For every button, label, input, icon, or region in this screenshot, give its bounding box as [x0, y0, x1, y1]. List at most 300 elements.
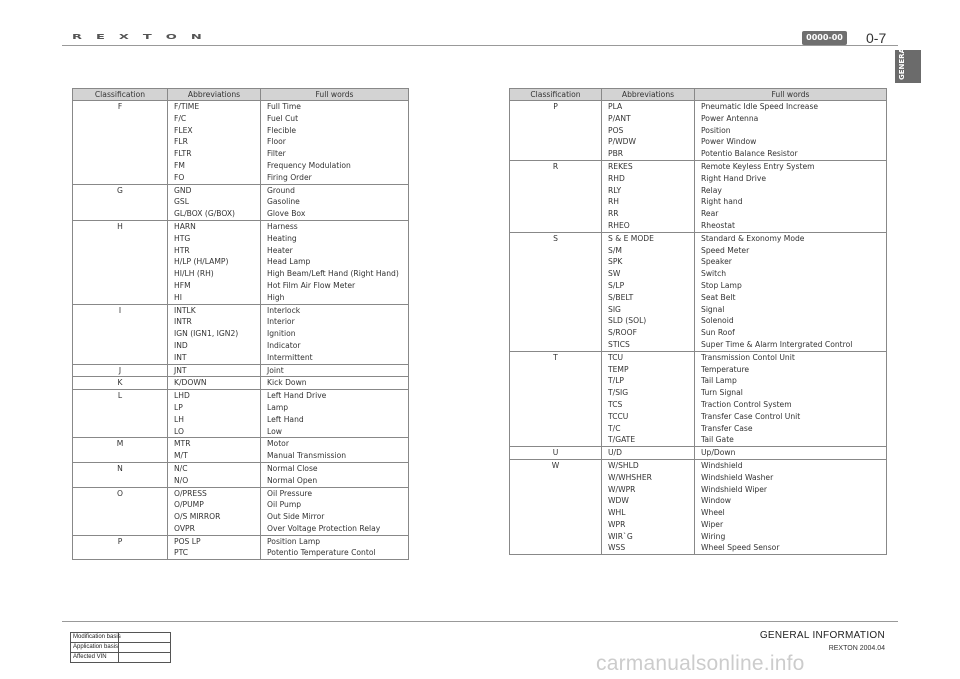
table-row [510, 125, 887, 137]
table-row [510, 484, 887, 496]
table-row [73, 184, 409, 196]
section-code-badge: 0000-00 [802, 31, 847, 45]
full-word-cell: Transfer Case [695, 423, 887, 435]
full-word-cell: Power Window [695, 136, 887, 148]
full-word-cell: Interlock [261, 304, 409, 316]
abbreviation-cell: FO [168, 172, 261, 184]
header-abbreviations: Abbreviations [168, 89, 261, 101]
abbreviation-cell: F/TIME [168, 101, 261, 113]
table-row [73, 148, 409, 160]
classification-cell: G [73, 184, 168, 196]
classification-cell [73, 268, 168, 280]
classification-cell [510, 542, 602, 554]
abbreviation-cell: WHL [602, 507, 695, 519]
full-word-cell: Oil Pump [261, 499, 409, 511]
full-word-cell: Ground [261, 184, 409, 196]
full-word-cell: Pneumatic Idle Speed Increase [695, 101, 887, 113]
table-row [510, 292, 887, 304]
table-row [510, 459, 887, 471]
full-word-cell: Right Hand Drive [695, 173, 887, 185]
full-word-cell: Normal Close [261, 462, 409, 474]
full-word-cell: Windshield [695, 459, 887, 471]
full-word-cell: Out Side Mirror [261, 511, 409, 523]
full-word-cell: Temperature [695, 364, 887, 376]
table-row [510, 113, 887, 125]
abbreviation-cell: S/LP [602, 280, 695, 292]
classification-cell [510, 280, 602, 292]
classification-cell [73, 245, 168, 257]
modification-basis-value [119, 633, 171, 643]
classification-cell: I [73, 304, 168, 316]
classification-cell [510, 531, 602, 543]
abbreviation-cell: IGN (IGN1, IGN2) [168, 328, 261, 340]
full-word-cell: Windshield Wiper [695, 484, 887, 496]
table-row [73, 340, 409, 352]
classification-cell: M [73, 438, 168, 450]
full-word-cell: Transfer Case Control Unit [695, 411, 887, 423]
table-row [510, 148, 887, 160]
table-row [510, 423, 887, 435]
full-word-cell: Indicator [261, 340, 409, 352]
classification-cell: O [73, 487, 168, 499]
abbreviation-cell: LH [168, 414, 261, 426]
full-word-cell: Heating [261, 233, 409, 245]
classification-cell [510, 411, 602, 423]
abbreviation-cell: HTG [168, 233, 261, 245]
classification-cell [510, 387, 602, 399]
classification-cell [73, 511, 168, 523]
classification-cell [73, 256, 168, 268]
abbreviation-cell: HI [168, 292, 261, 304]
classification-cell [73, 196, 168, 208]
classification-cell [510, 484, 602, 496]
classification-cell [510, 315, 602, 327]
abbreviation-cell: PBR [602, 148, 695, 160]
full-word-cell: Rheostat [695, 220, 887, 232]
abbreviation-cell: FM [168, 160, 261, 172]
classification-cell [510, 220, 602, 232]
classification-cell [510, 423, 602, 435]
abbreviation-cell: RLY [602, 185, 695, 197]
abbreviation-cell: U/D [602, 447, 695, 460]
full-word-cell: Flecible [261, 125, 409, 137]
table-row [510, 136, 887, 148]
classification-cell [510, 208, 602, 220]
classification-cell: H [73, 220, 168, 232]
abbreviation-cell: TCU [602, 351, 695, 363]
full-word-cell: Manual Transmission [261, 450, 409, 462]
table-row [510, 232, 887, 244]
classification-cell [510, 185, 602, 197]
abbreviation-cell: RHEO [602, 220, 695, 232]
classification-cell [73, 125, 168, 137]
abbreviation-cell: N/C [168, 462, 261, 474]
classification-cell [73, 148, 168, 160]
abbreviation-cell: T/C [602, 423, 695, 435]
table-row [73, 113, 409, 125]
full-word-cell: Intermittent [261, 352, 409, 364]
abbreviation-cell: O/PRESS [168, 487, 261, 499]
full-word-cell: Traction Control System [695, 399, 887, 411]
table-row [510, 472, 887, 484]
full-word-cell: Glove Box [261, 208, 409, 220]
classification-cell [510, 196, 602, 208]
full-word-cell: Transmission Contol Unit [695, 351, 887, 363]
classification-cell [510, 399, 602, 411]
abbreviation-cell: GSL [168, 196, 261, 208]
classification-cell [510, 327, 602, 339]
abbreviation-cell: M/T [168, 450, 261, 462]
classification-cell [73, 328, 168, 340]
table-row [73, 547, 409, 559]
table-row [510, 387, 887, 399]
table-row [510, 327, 887, 339]
full-word-cell: Motor [261, 438, 409, 450]
full-word-cell: Turn Signal [695, 387, 887, 399]
full-word-cell: Super Time & Alarm Intergrated Control [695, 339, 887, 351]
full-word-cell: Firing Order [261, 172, 409, 184]
classification-cell [510, 364, 602, 376]
classification-cell [510, 113, 602, 125]
abbreviation-cell: GND [168, 184, 261, 196]
table-row [73, 136, 409, 148]
full-word-cell: Interior [261, 316, 409, 328]
classification-cell [510, 519, 602, 531]
rexton-logo: REXTON [72, 33, 216, 42]
header-full-words: Full words [261, 89, 409, 101]
table-row [510, 208, 887, 220]
abbreviation-cell: TEMP [602, 364, 695, 376]
full-word-cell: Kick Down [261, 377, 409, 390]
full-word-cell: Windshield Washer [695, 472, 887, 484]
classification-cell [73, 208, 168, 220]
classification-cell [510, 125, 602, 137]
table-row [510, 364, 887, 376]
table-row [510, 339, 887, 351]
table-row [73, 304, 409, 316]
classification-cell [73, 547, 168, 559]
full-word-cell: Head Lamp [261, 256, 409, 268]
full-word-cell: Gasoline [261, 196, 409, 208]
abbreviation-cell: FLR [168, 136, 261, 148]
application-basis-label: Application basis [71, 643, 119, 653]
header-classification: Classification [73, 89, 168, 101]
table-row [73, 292, 409, 304]
classification-cell [73, 426, 168, 438]
abbreviation-cell: O/S MIRROR [168, 511, 261, 523]
full-word-cell: Power Antenna [695, 113, 887, 125]
abbreviation-cell: N/O [168, 475, 261, 487]
table-row [73, 450, 409, 462]
abbreviation-cell: P/ANT [602, 113, 695, 125]
classification-cell: R [510, 160, 602, 172]
table-row [73, 196, 409, 208]
classification-cell: P [510, 101, 602, 113]
classification-cell [510, 292, 602, 304]
table-row [510, 280, 887, 292]
classification-cell [73, 160, 168, 172]
classification-cell [510, 472, 602, 484]
full-word-cell: Left Hand Drive [261, 390, 409, 402]
header-abbreviations: Abbreviations [602, 89, 695, 101]
table-row [73, 364, 409, 377]
table-row [510, 399, 887, 411]
full-word-cell: Potentio Balance Resistor [695, 148, 887, 160]
table-row [73, 316, 409, 328]
abbreviation-cell: PLA [602, 101, 695, 113]
page-number: 0-7 [866, 30, 887, 46]
full-word-cell: Remote Keyless Entry System [695, 160, 887, 172]
footer-divider [62, 621, 898, 622]
classification-cell: N [73, 462, 168, 474]
full-word-cell: Filter [261, 148, 409, 160]
classification-cell: W [510, 459, 602, 471]
table-row [510, 495, 887, 507]
header-classification: Classification [510, 89, 602, 101]
abbreviation-cell: T/LP [602, 375, 695, 387]
abbreviation-cell: GL/BOX (G/BOX) [168, 208, 261, 220]
classification-cell [73, 352, 168, 364]
full-word-cell: Lamp [261, 402, 409, 414]
revision-info-box [70, 632, 171, 663]
table-header-row [73, 89, 409, 101]
full-word-cell: High [261, 292, 409, 304]
abbreviation-cell: STICS [602, 339, 695, 351]
abbreviation-cell: RR [602, 208, 695, 220]
classification-cell: J [73, 364, 168, 377]
full-word-cell: Left Hand [261, 414, 409, 426]
header-divider [62, 45, 898, 46]
classification-cell [510, 148, 602, 160]
table-row [73, 172, 409, 184]
full-word-cell: Fuel Cut [261, 113, 409, 125]
classification-cell [73, 475, 168, 487]
full-word-cell: Standard & Exonomy Mode [695, 232, 887, 244]
full-word-cell: Heater [261, 245, 409, 257]
abbreviation-cell: WDW [602, 495, 695, 507]
table-row [73, 125, 409, 137]
table-row [73, 233, 409, 245]
table-row [73, 523, 409, 535]
table-row [73, 256, 409, 268]
table-row [73, 220, 409, 232]
abbreviation-cell: OVPR [168, 523, 261, 535]
full-word-cell: Relay [695, 185, 887, 197]
classification-cell [73, 233, 168, 245]
table-row [73, 268, 409, 280]
abbreviation-cell: S/M [602, 245, 695, 257]
modification-basis-label: Modification basis [71, 633, 119, 643]
abbreviation-cell: POS LP [168, 535, 261, 547]
classification-cell [510, 268, 602, 280]
table-row [73, 475, 409, 487]
abbreviation-cell: S & E MODE [602, 232, 695, 244]
classification-cell: L [73, 390, 168, 402]
affected-vin-value [119, 653, 171, 663]
full-word-cell: Tail Gate [695, 434, 887, 446]
table-row [73, 160, 409, 172]
full-word-cell: Speaker [695, 256, 887, 268]
classification-cell [510, 339, 602, 351]
abbreviation-cell: SPK [602, 256, 695, 268]
full-word-cell: Wheel Speed Sensor [695, 542, 887, 554]
full-word-cell: Ignition [261, 328, 409, 340]
full-word-cell: Hot Film Air Flow Meter [261, 280, 409, 292]
footer-title: GENERAL INFORMATION [759, 630, 885, 641]
table-row [510, 411, 887, 423]
table-row [73, 352, 409, 364]
table-row [73, 328, 409, 340]
table-row [510, 268, 887, 280]
table-row [73, 245, 409, 257]
full-word-cell: Sun Roof [695, 327, 887, 339]
abbreviation-cell: FLEX [168, 125, 261, 137]
abbreviation-cell: LO [168, 426, 261, 438]
full-word-cell: Tail Lamp [695, 375, 887, 387]
application-basis-value [119, 643, 171, 653]
classification-cell [73, 402, 168, 414]
classification-cell: F [73, 101, 168, 113]
classification-cell [73, 523, 168, 535]
table-row [73, 101, 409, 113]
abbreviation-cell: P/WDW [602, 136, 695, 148]
table-row [510, 173, 887, 185]
header-full-words: Full words [695, 89, 887, 101]
full-word-cell: Solenoid [695, 315, 887, 327]
table-row [510, 160, 887, 172]
full-word-cell: Normal Open [261, 475, 409, 487]
abbreviation-cell: W/SHLD [602, 459, 695, 471]
classification-cell [73, 450, 168, 462]
table-row [510, 447, 887, 460]
full-word-cell: Stop Lamp [695, 280, 887, 292]
abbreviation-cell: REKES [602, 160, 695, 172]
abbreviation-cell: HI/LH (RH) [168, 268, 261, 280]
abbreviation-cell: FLTR [168, 148, 261, 160]
table-row [510, 375, 887, 387]
table-row [510, 531, 887, 543]
abbreviation-cell: SW [602, 268, 695, 280]
full-word-cell: Wheel [695, 507, 887, 519]
table-row [73, 535, 409, 547]
abbreviation-cell: JNT [168, 364, 261, 377]
abbreviation-cell: WPR [602, 519, 695, 531]
full-word-cell: Position Lamp [261, 535, 409, 547]
table-row [73, 402, 409, 414]
full-word-cell: Harness [261, 220, 409, 232]
full-word-cell: Rear [695, 208, 887, 220]
classification-cell [510, 173, 602, 185]
table-row [510, 256, 887, 268]
abbreviation-cell: RH [602, 196, 695, 208]
classification-cell: U [510, 447, 602, 460]
abbreviation-cell: T/GATE [602, 434, 695, 446]
full-word-cell: Floor [261, 136, 409, 148]
table-row [73, 390, 409, 402]
side-section-tab[interactable] [895, 43, 921, 83]
classification-cell [73, 340, 168, 352]
classification-cell [510, 434, 602, 446]
full-word-cell: Seat Belt [695, 292, 887, 304]
classification-cell [73, 280, 168, 292]
full-word-cell: Window [695, 495, 887, 507]
full-word-cell: Oil Pressure [261, 487, 409, 499]
abbreviation-cell: S/BELT [602, 292, 695, 304]
full-word-cell: Up/Down [695, 447, 887, 460]
abbreviation-cell: TCCU [602, 411, 695, 423]
abbreviation-cell: WSS [602, 542, 695, 554]
abbreviation-cell: TCS [602, 399, 695, 411]
full-word-cell: Joint [261, 364, 409, 377]
classification-cell [73, 316, 168, 328]
classification-cell [73, 172, 168, 184]
classification-cell: S [510, 232, 602, 244]
abbreviation-cell: HFM [168, 280, 261, 292]
full-word-cell: Wiper [695, 519, 887, 531]
classification-cell [510, 507, 602, 519]
abbreviation-cell: W/WHSHER [602, 472, 695, 484]
full-word-cell: Speed Meter [695, 245, 887, 257]
classification-cell: K [73, 377, 168, 390]
abbreviation-cell: INTLK [168, 304, 261, 316]
abbreviation-cell: HTR [168, 245, 261, 257]
table-row [73, 487, 409, 499]
table-row [510, 220, 887, 232]
classification-cell: P [73, 535, 168, 547]
abbreviation-cell: LHD [168, 390, 261, 402]
abbreviation-cell: INTR [168, 316, 261, 328]
classification-cell [510, 136, 602, 148]
abbreviation-cell: PTC [168, 547, 261, 559]
full-word-cell: Right hand [695, 196, 887, 208]
table-row [73, 414, 409, 426]
abbreviation-table-right [509, 88, 887, 555]
classification-cell [73, 499, 168, 511]
table-row [73, 377, 409, 390]
classification-cell: T [510, 351, 602, 363]
full-word-cell: Potentio Temperature Contol [261, 547, 409, 559]
site-watermark[interactable]: carmanualsonline.info [596, 652, 805, 675]
table-row [73, 208, 409, 220]
abbreviation-cell: HARN [168, 220, 261, 232]
abbreviation-cell: T/SIG [602, 387, 695, 399]
side-tab-label: GENERAL [898, 43, 906, 80]
classification-cell [510, 495, 602, 507]
table-row [73, 438, 409, 450]
classification-cell [510, 375, 602, 387]
table-row [510, 304, 887, 316]
abbreviation-cell: LP [168, 402, 261, 414]
abbreviation-cell: H/LP (H/LAMP) [168, 256, 261, 268]
full-word-cell: Switch [695, 268, 887, 280]
table-row [510, 507, 887, 519]
table-row [510, 196, 887, 208]
table-row [510, 519, 887, 531]
footer-subtitle: REXTON 2004.04 [828, 645, 885, 652]
classification-cell [510, 245, 602, 257]
abbreviation-table-left [72, 88, 409, 560]
table-row [510, 245, 887, 257]
abbreviation-cell: WIR`G [602, 531, 695, 543]
classification-cell [510, 304, 602, 316]
table-row [73, 280, 409, 292]
affected-vin-label: Affected VIN [71, 653, 119, 663]
abbreviation-cell: S/ROOF [602, 327, 695, 339]
table-row [510, 434, 887, 446]
full-word-cell: Full Time [261, 101, 409, 113]
abbreviation-cell: F/C [168, 113, 261, 125]
abbreviation-cell: SLD (SOL) [602, 315, 695, 327]
